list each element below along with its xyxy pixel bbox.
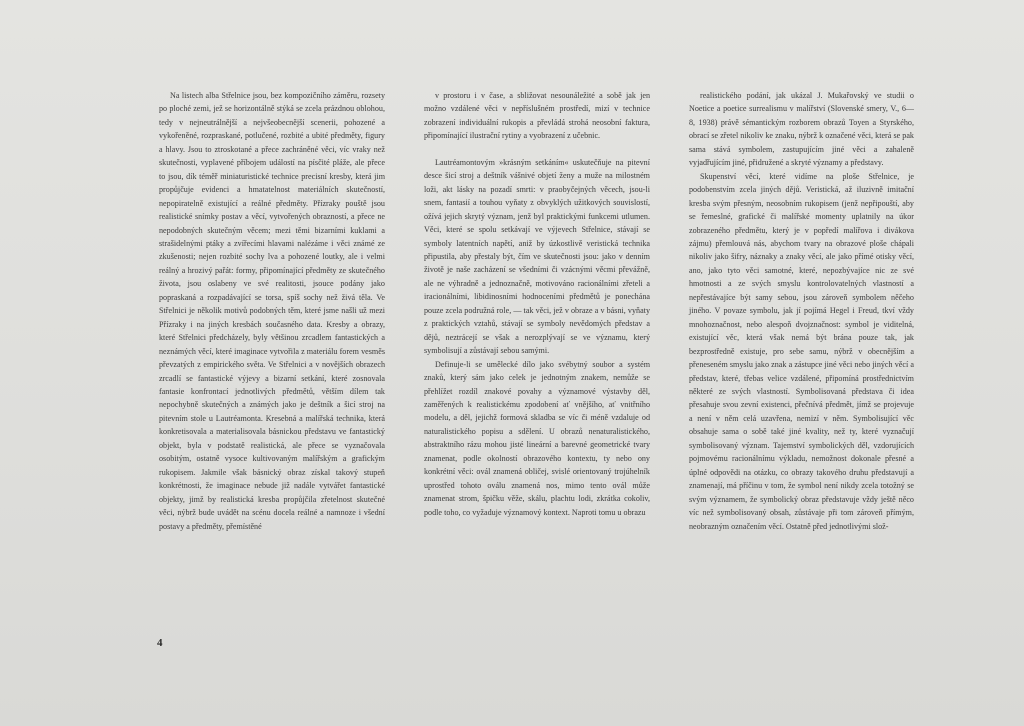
- page-number: 4: [157, 637, 163, 649]
- text-column-left: [159, 89, 385, 533]
- paragraph: v prostoru i v čase, a sbližovat nesounáležité a sobě jak jen možno vzdálené věci v nepříslušném prostředí, mizí v technice zobrazení individuální rukopis a převládá strohá neosobní faktura, připomínající ilustrační rytiny a vyobrazení z učebnic.: [424, 91, 650, 141]
- paragraph: Skupenství věcí, které vidíme na ploše Střelnice, je podobenstvím zcela jiných dějů. Veristická, až iluzivně imitační kresba svým přesným, neosobním rukopisem (jenž nepřipouští, aby se řemeslné, grafické či malířské momenty uplatnily na úkor zobrazeného předmětu, který je v popředí malířova i divákova zájmu) přemlouvá nás, abychom tvary na obrazové ploše chápali nikoliv jako šifry, náznaky a znaky věcí, ale jako přímé otisky věcí, ano, jako tyto věci samotné, které, nepozbývajíce nic ze své hmotnosti a ze svých smyslu kontrolovatelných vlastností a nepřestávajíce být samy sebou, jsou zároveň symbolem něčeho jiného. V povaze symbolu, jak jí pojímá Hegel i Freud, tkví vždy mnohoznačnost, nebo alespoň dvojznačnost: symbol je viditelná, existující věc, která však nemá být brána pouze tak, jak bezprostředně existuje, pro sebe samu, nýbrž v obecnějším a přeneseném smyslu jako znak a zástupce jiné věci nebo jiných věcí a představ, které, třebas velice vzdálené, připomíná prostřednictvím některé ze svých vlastností. Symbolisovaná představa či idea přesahuje svou zevní existenci, přečnívá předmět, jímž se projevuje a není v něm celá uzavřena, nemizí v něm. Symbolisující věc obsahuje sama o sobě také jiné kvality, než ty, které vyznačují symbolisovaný význam. Tajemství symbolických děl, vzdorujících pojmovému racionálnímu výkladu, nemožnost dokonale přesné a úplné odpovědi na otázku, co obrazy takového druhu představují a znamenají, má příčinu v tom, že symbol není nikdy zcela totožný se svým významem, že symbolický obraz představuje vždy ještě něco víc než symbolisovaný obsah, zůstávaje při tom zároveň přímým, neobrazným označením věcí. Ostatně před jednotlivými slož-: [689, 171, 914, 531]
- text-column-right: [689, 89, 914, 533]
- paragraph: realistického podání, jak ukázal J. Mukařovský ve studii o Noetice a poetice surrealismu v malířství (Slovenské smery, V., 6—8, 1938) právě sémantickým rozborem obrazů Toyen a Styrského, obrací se zřetel nikoliv ke znaku, nýbrž k označené věci, která se pak sama stává symbolem, zastupujícím jiné věci a zahaleně vyjadřujícím jiné, přidružené a skryté významy a představy.: [689, 91, 914, 168]
- paragraph: Definuje-li se umělecké dílo jako svébytný soubor a systém znaků, který sám jako celek je jednotným znakem, nemůže se přehlížet rozdíl znakové povahy a významové výstavby děl, zaměřených k realistickému zpodobení ať vnějšího, ať vnitřního modelu, a děl, jejichž formová skladba se víc či méně vzdaluje od naturalistického popisu a sdělení. U obrazů nenaturalistického, abstraktního rázu mohou jisté lineární a barevné geometrické tvary znamenat, podle okolností obrazového kontextu, ty nebo ony konkrétní věci: ovál znamená obličej, svislé orientovaný trojúhelník uprostřed tohoto oválu znamená nos, mimo tento ovál může znamenat strom, špičku věže, skálu, plachtu lodi, zkrátka cokoliv, podle toho, co vyžaduje významový kontext. Naproti tomu u obrazu: [424, 359, 650, 517]
- paragraph: Na listech alba Střelnice jsou, bez kompozičního záměru, rozsety po ploché zemi, jež se horizontálně stýká se zcela prázdnou oblohou, tedy v nejneutrálnější a nejvšeobecnější scenerii, pohozené a vykořeněné, rozpraskané, potlučené, rozbité a ubité předměty, figury a hlavy. Jsou to ztroskotané a přece zachráněné věci, víc vraky než skutečnosti, vyplavené příbojem událostí na písčité pláže, ale přece to jsou, dík téměř miniaturistické technice precisní kresby, která jim propůjčuje evidenci a hmatatelnost materiálních skutečností, nepopiratelně existující a reálné předměty. Přízraky pouště jsou realistické snímky postav a věcí, vytvořených obrazností, a přece ne nepodobných skutečným věcem; mezi těmi bizarními kuklami a strašidelnými ptáky a zvířecími hlavami nalézáme i věci známé ze zkušenosti; nejen rozbité sochy lva a pohozené loutky, ale i velmi reálný a hrozivý pařát: formy, připomínající předměty ze skutečného života, jsou oslabeny ve své realitosti, jsouce podány jako popraskaná a rozpadávající se torsa, spíš sochy než živá těla. Ve Střelnici je několik motivů podobných těm, které jsme našli už mezi Přízraky i na jiných kresbách současného data. Kresby a obrazy, které Střelnici předcházely, byly většinou zrcadlem fantastických a neznámých věcí, které imaginace vytvořila z materiálu forem vesměs převzatých z empirického světa. Ve Střelnici a v novějších obrazech zrcadlí se fantastické výjevy a bizarní setkání, které zosnovala fantasie konfrontací jednotlivých předmětů, větším dílem tak nepochybně skutečných a známých jako je deštník a šicí stroj na pitevním stole u Lautréamonta. Kresebná a malířská technika, která konkretisovala a materialisovala básnickou představu ve fantastický objekt, byla v podstatě realistická, ale přece se vyznačovala osobitým, ostatně vysoce kultivovaným malířským a grafickým rukopisem. Jakmile však básnický obraz získal takový stupeň konkrétnosti, že imaginace nebude již nadále vytvářet fantastické objekty, jimž by realistická kresba propůjčila zřetelnost skutečné věci, nýbrž bude uvádět na scénu docela reálné a namnoze i všední postavy a předměty, přemístěné: [159, 91, 385, 531]
- text-column-middle: [424, 89, 650, 519]
- paragraph: Lautréamontovým »krásným setkáním« uskutečňuje na pitevní desce šicí stroj a deštník vášnivé objetí ženy a muže na milostném loži, akt lásky na pozadí smrti: v praobyčejných věcech, jsou-li snem, fantasií a touhou vyňaty z obvyklých užitkových souvislostí, ožívá jejich skrytý význam, jenž byl praktickými funkcemi utlumen. Věci, které se spolu setkávají ve výjevech Střelnice, stávají se symboly latentních napětí, aniž by úzkostlivě veristická technika připustila, aby přestaly být, čím ve skutečnosti jsou: jako v denním životě je naše zacházení se všedními či vzácnými věcmi převážně, ale ne výhradně a jednoznačně, motivováno racionálními zřeteli a iracionálními, libidinosními hodnoceními předmětů je ponechána pouze zcela podružná role, — tak věci, jež v obraze a v básni, vyňaty z praktických vztahů, stávají se symboly nevědomých představ a dějů, neztrácejí se však a nerozplývají se ve významu, který symbolisují a zůstávají sebou samými.: [424, 157, 650, 356]
